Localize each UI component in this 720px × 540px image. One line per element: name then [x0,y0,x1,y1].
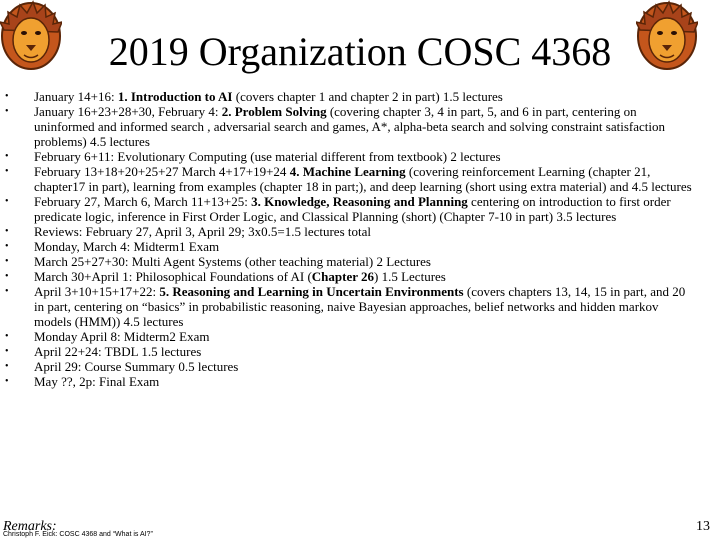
item-text: February 13+18+20+25+27 March 4+17+19+24 [34,164,290,179]
page-number: 13 [696,519,710,534]
list-item [0,329,720,344]
item-text: February 27, March 6, March 11+13+25: [34,194,252,209]
item-text: February 6+11: Evolutionary Computing (use material different from textbook) 2 lectures [34,149,501,164]
item-text: Monday, March 4: Midterm1 Exam [34,239,220,254]
item-topic: 1. Introduction to AI [117,89,233,104]
list-item [0,104,720,149]
item-text: ) 1.5 Lectures [374,269,446,284]
list-item [0,344,720,359]
item-text: March 25+27+30: Multi Agent Systems (other teaching material) 2 Lectures [34,254,431,269]
item-text: (covering reinforcement Learning (chapter 21, chapter17 in part), learning from examples (chapter 18 in part;), and deep learning (short using extra material) and 4.5 lectures [34,164,692,194]
bullet-icon: • [5,256,9,267]
list-item [0,239,720,254]
item-text: April 29: Course Summary 0.5 lectures [34,359,239,374]
slide-title: 2019 Organization COSC 4368 [108,29,612,74]
bullet-icon: • [5,166,9,177]
item-text: January 14+16: [34,89,118,104]
item-text: January 16+23+28+30, February 4: [34,104,222,119]
footer-credit: Christoph F. Eick: COSC 4368 and “What is AI?” [3,531,153,538]
list-item [0,164,720,194]
list-item [0,89,720,104]
list-item [0,284,720,329]
item-text: centering on introduction to first order predicate logic, inference in First Order Logic, and Classical Planning (short) (Chapter 7-10 in part) 3.5 lectures [34,194,671,224]
bullet-icon: • [5,196,9,207]
list-item [0,224,720,239]
bullet-icon: • [5,106,9,117]
item-text: May ??, 2p: Final Exam [34,374,160,389]
list-item [0,149,720,164]
bullet-icon: • [5,346,9,357]
bullet-icon: • [5,226,9,237]
item-topic: 4. Machine Learning [289,164,406,179]
item-text: March 30+April 1: Philosophical Foundations of AI ( [34,269,312,284]
schedule-list [0,89,720,389]
item-topic: 3. Knowledge, Reasoning and Planning [251,194,468,209]
list-item [0,194,720,224]
item-topic: Chapter 26 [311,269,375,284]
item-text: Monday April 8: Midterm2 Exam [34,329,210,344]
bullet-icon: • [5,376,9,387]
remarks-label: Remarks: [3,519,57,534]
bullet-icon: • [5,91,9,102]
list-item [0,374,720,389]
item-text: April 3+10+15+17+22: [34,284,160,299]
item-text: (covers chapters 13, 14, 15 in part, and 20 in part, centering on “basics” in probabilistic reasoning, naive Bayesian approaches, belief networks and hidden markov models (HMM)) 4.5 lectures [34,284,686,329]
item-text: (covers chapter 1 and chapter 2 in part) 1.5 lectures [232,89,503,104]
bullet-icon: • [5,361,9,372]
item-text: Reviews: February 27, April 3, April 29; 3x0.5=1.5 lectures total [34,224,371,239]
item-text: April 22+24: TBDL 1.5 lectures [34,344,202,359]
list-item [0,269,720,284]
bullet-icon: • [5,286,9,297]
bullet-icon: • [5,241,9,252]
list-item [0,359,720,374]
item-text: (covering chapter 3, 4 in part, 5, and 6 in part, centering on uninformed and informed search , adversarial search and games, A*, alpha-beta search and solving constraint satisfaction problems) 4.5 lectures [34,104,665,149]
bullet-icon: • [5,271,9,282]
list-item [0,254,720,269]
item-topic: 5. Reasoning and Learning in Uncertain Environments [159,284,464,299]
item-topic: 2. Problem Solving [221,104,327,119]
bullet-icon: • [5,331,9,342]
bullet-icon: • [5,151,9,162]
